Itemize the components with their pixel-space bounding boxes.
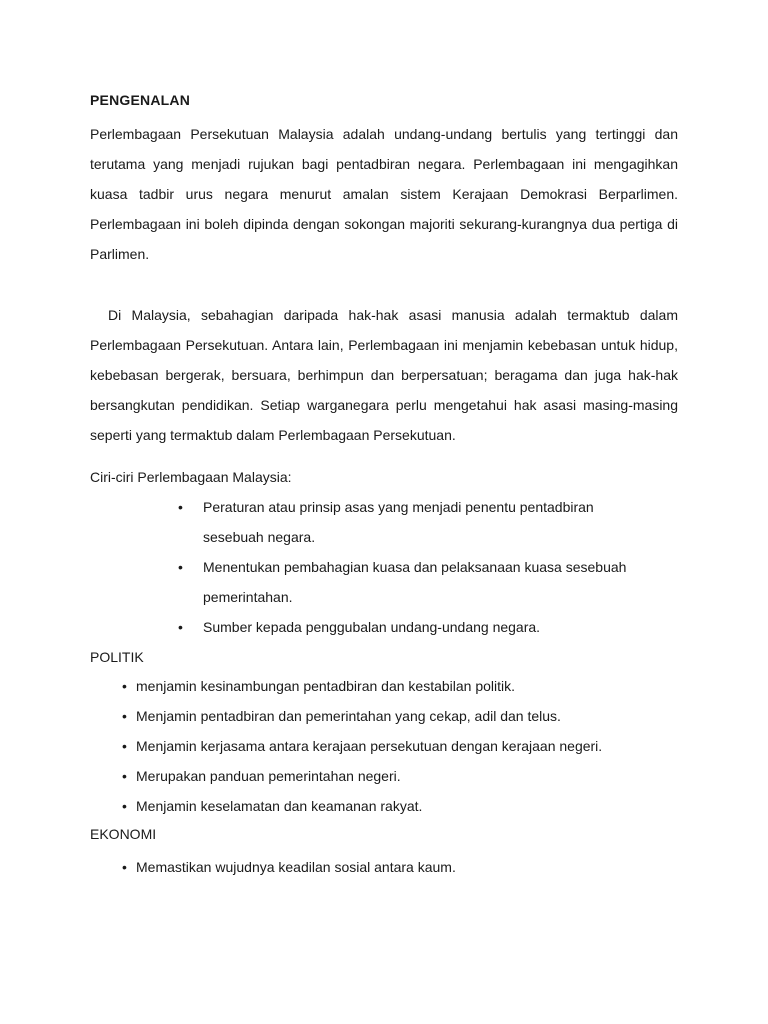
list-item-text: Sumber kepada penggubalan undang-undang negara. xyxy=(203,619,541,635)
list-item-text: menjamin kesinambungan pentadbiran dan kestabilan politik. xyxy=(136,678,516,694)
ekonomi-label: EKONOMI xyxy=(90,826,157,842)
bullet-icon: • xyxy=(178,619,183,635)
bullet-icon: • xyxy=(122,768,127,784)
intro-paragraph: Perlembagaan Persekutuan Malaysia adalah undang-undang bertulis yang tertinggi dan terutama yang menjadi rujukan bagi pentadbiran negara. Perlembagaan ini mengagihkan kuasa tadbir urus negara menurut amalan sistem Kerajaan Demokrasi Berparlimen. Perlembagaan ini boleh dipinda dengan sokongan majoriti sekurang-kurangnya dua pertiga di Parlimen. xyxy=(90,126,678,262)
bullet-icon: • xyxy=(122,708,127,724)
list-item xyxy=(122,761,682,791)
list-item-text: Merupakan panduan pemerintahan negeri. xyxy=(136,768,401,784)
list-item-text: Memastikan wujudnya keadilan sosial antara kaum. xyxy=(136,859,456,875)
bullet-icon: • xyxy=(178,559,183,575)
list-item xyxy=(178,552,658,612)
list-item-text: Peraturan atau prinsip asas yang menjadi penentu pentadbiran sesebuah negara. xyxy=(203,499,594,545)
list-item xyxy=(122,852,682,882)
ciri-list xyxy=(178,492,658,642)
list-item xyxy=(178,492,658,552)
bullet-icon: • xyxy=(178,499,183,515)
bullet-icon: • xyxy=(122,798,127,814)
list-item xyxy=(178,612,658,642)
list-item-text: Menjamin pentadbiran dan pemerintahan yang cekap, adil dan telus. xyxy=(136,708,561,724)
rights-paragraph: Di Malaysia, sebahagian daripada hak-hak asasi manusia adalah termaktub dalam Perlembagaan Persekutuan. Antara lain, Perlembagaan ini menjamin kebebasan untuk hidup, kebebasan bergerak, bersuara, berhimpun dan berpersatuan; beragama dan juga hak-hak bersangkutan pendidikan. Setiap warganegara perlu mengetahui hak asasi masing-masing seperti yang termaktub dalam Perlembagaan Persekutuan. xyxy=(90,307,678,443)
list-item xyxy=(122,791,682,821)
bullet-icon: • xyxy=(122,859,127,875)
list-item-text: Menjamin keselamatan dan keamanan rakyat. xyxy=(136,798,423,814)
ciri-label: Ciri-ciri Perlembagaan Malaysia: xyxy=(90,469,292,485)
section-heading: PENGENALAN xyxy=(90,92,191,108)
bullet-icon: • xyxy=(122,738,127,754)
list-item xyxy=(122,671,682,701)
politik-list xyxy=(122,671,682,821)
list-item xyxy=(122,701,682,731)
bullet-icon: • xyxy=(122,678,127,694)
ekonomi-list xyxy=(122,852,682,882)
list-item-text: Menentukan pembahagian kuasa dan pelaksanaan kuasa sesebuah pemerintahan. xyxy=(203,559,627,605)
politik-label: POLITIK xyxy=(90,649,144,665)
list-item xyxy=(122,731,682,761)
list-item-text: Menjamin kerjasama antara kerajaan persekutuan dengan kerajaan negeri. xyxy=(136,738,603,754)
